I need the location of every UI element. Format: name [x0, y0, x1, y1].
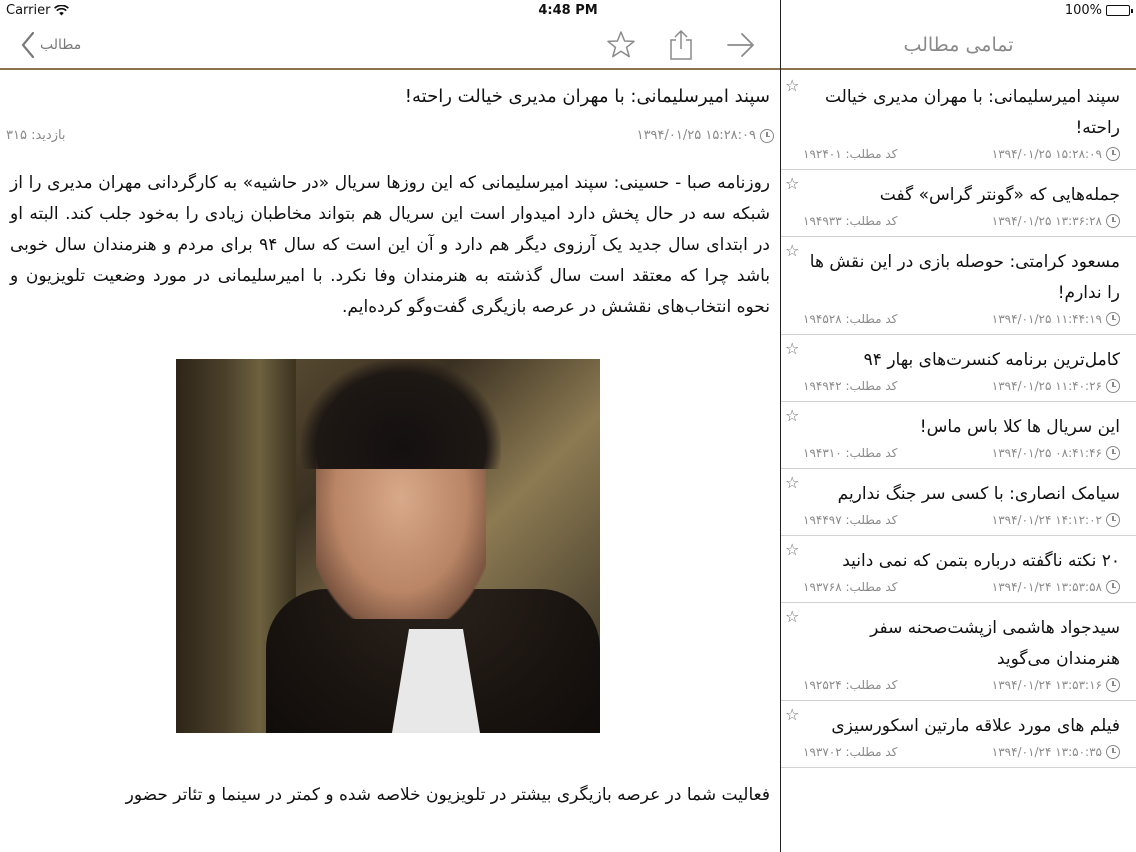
list-item-date-text: ۱۳۹۴/۰۱/۲۴ ۱۳:۵۳:۱۶: [991, 678, 1102, 692]
star-icon[interactable]: ☆: [785, 339, 800, 358]
list-item-date-text: ۱۳۹۴/۰۱/۲۵ ۱۳:۳۶:۲۸: [991, 214, 1102, 228]
star-icon[interactable]: ☆: [785, 607, 800, 626]
list-item-meta: [803, 312, 1120, 326]
list-item-date: [992, 147, 1120, 161]
article-actions: [604, 28, 758, 62]
list-item-date-text: ۱۳۹۴/۰۱/۲۴ ۱۴:۱۲:۰۲: [991, 513, 1102, 527]
back-button[interactable]: [20, 30, 81, 60]
list-item-meta: [803, 446, 1120, 460]
list-item-title: سپند امیرسلیمانی: با مهران مدیری خیالت راحته!: [824, 87, 1120, 138]
list-item-code: کد مطلب: ۱۹۴۵۲۸: [803, 312, 898, 326]
list-item[interactable]: [781, 536, 1136, 603]
list-item-date-text: ۱۳۹۴/۰۱/۲۵ ۱۱:۴۰:۲۶: [991, 379, 1102, 393]
list-item-title: این سریال ها کلا باس ماس!: [919, 417, 1120, 437]
list-item-date: [992, 446, 1120, 460]
clock-icon: [1106, 745, 1120, 759]
back-label: مطالب: [40, 37, 82, 53]
article-date: [637, 128, 774, 143]
share-button[interactable]: [664, 28, 698, 62]
star-icon[interactable]: ☆: [785, 406, 800, 425]
list-item-date-text: ۱۳۹۴/۰۱/۲۵ ۰۸:۴۱:۴۶: [991, 446, 1102, 460]
clock-icon: [1106, 147, 1120, 161]
list-item-meta: [803, 214, 1120, 228]
clock-icon: [1106, 214, 1120, 228]
list-item-date-text: ۱۳۹۴/۰۱/۲۵ ۱۱:۴۴:۱۹: [991, 312, 1102, 326]
article-title: سپند امیرسلیمانی: با مهران مدیری خیالت راحته!: [404, 86, 770, 107]
list-item-code: کد مطلب: ۱۹۳۷۰۲: [803, 745, 898, 759]
list-item-date-text: ۱۳۹۴/۰۱/۲۵ ۱۵:۲۸:۰۹: [991, 147, 1102, 161]
clock-time: 4:48 PM: [538, 3, 598, 18]
list-item-date: [992, 214, 1120, 228]
article-views: بازدید: ۳۱۵: [6, 128, 66, 143]
list-item-code: کد مطلب: ۱۹۲۵۲۴: [803, 678, 898, 692]
star-icon[interactable]: ☆: [785, 76, 800, 95]
list-item-meta: [803, 678, 1120, 692]
clock-icon: [1106, 513, 1120, 527]
clock-icon: [1106, 678, 1120, 692]
star-icon[interactable]: ☆: [785, 540, 800, 559]
star-icon[interactable]: ☆: [785, 705, 800, 724]
list-item-meta: [803, 580, 1120, 594]
star-icon[interactable]: ☆: [785, 241, 800, 260]
list-item-code: کد مطلب: ۱۹۴۴۹۷: [803, 513, 898, 527]
list-item-date-text: ۱۳۹۴/۰۱/۲۴ ۱۳:۵۰:۳۵: [991, 745, 1102, 759]
list-item-title: ۲۰ نکته ناگفته درباره بتمن که نمی دانید: [842, 551, 1120, 571]
list-item[interactable]: [781, 335, 1136, 402]
list-item-title: مسعود کرامتی: حوصله بازی در این نقش ها را ندارم!: [809, 252, 1120, 303]
list-item-date: [992, 580, 1120, 594]
list-item[interactable]: [781, 237, 1136, 335]
list-item-date: [992, 312, 1120, 326]
list-item-title: سیامک انصاری: با کسی سر جنگ نداریم: [837, 484, 1120, 504]
arrow-right-icon: [726, 32, 756, 58]
list-item-meta: [803, 745, 1120, 759]
list-item[interactable]: [781, 469, 1136, 536]
battery-percent: 100%: [1064, 3, 1102, 18]
article-toolbar: [0, 22, 780, 70]
list-item[interactable]: [781, 72, 1136, 170]
list-item-title: کامل‌ترین برنامه کنسرت‌های بهار ۹۴: [863, 350, 1120, 370]
favorite-button[interactable]: [604, 28, 638, 62]
clock-icon: [1106, 379, 1120, 393]
share-icon: [667, 29, 695, 61]
star-icon: [606, 30, 636, 60]
article-body: روزنامه صبا - حسینی: سپند امیرسلیمانی که این روزها سریال «در حاشیه» به کارگردانی مهران مدیری را از شبکه سه در حال پخش دارد امیدوار است این سریال هم بتواند مخاطبان زیادی را به‌خود جلب کند. البته او در ابتدای سال جدید یک آرزوی دیگر هم دارد و آن این است که سال ۹۴ برای مردم و هنرمندان سال خوبی باشد چرا که معتقد است سال گذشته به هنرمندان وفا نکرد. با امیرسلیمانی در مورد وضعیت تلویزیون و نحوه انتخاب‌های نقشش در عرصه بازیگری گفت‌وگو کرده‌ایم.: [10, 173, 770, 317]
list-item-meta: [803, 379, 1120, 393]
carrier-label: Carrier: [6, 3, 51, 18]
chevron-left-icon: [20, 30, 36, 60]
list-item-date: [992, 379, 1120, 393]
list-item-title: فیلم های مورد علاقه مارتین اسکورسیزی: [831, 716, 1120, 736]
article-list-pane: [781, 0, 1136, 852]
list-item-date: [992, 745, 1120, 759]
list-item[interactable]: [781, 701, 1136, 768]
list-item[interactable]: [781, 402, 1136, 469]
article-next-paragraph: فعالیت شما در عرصه بازیگری بیشتر در تلویزیون خلاصه شده و کمتر در سینما و تئاتر حضور: [125, 785, 770, 805]
article-photo[interactable]: [176, 359, 600, 733]
clock-icon: [1106, 312, 1120, 326]
clock-icon: [1106, 446, 1120, 460]
list-item-date-text: ۱۳۹۴/۰۱/۲۴ ۱۳:۵۳:۵۸: [991, 580, 1102, 594]
list-item[interactable]: [781, 170, 1136, 237]
list-item[interactable]: [781, 603, 1136, 701]
list-item-code: کد مطلب: ۱۹۴۹۴۲: [803, 379, 898, 393]
list-item-code: کد مطلب: ۱۹۳۷۶۸: [803, 580, 898, 594]
list-item-title: سیدجواد هاشمی ازپشت‌صحنه سفر هنرمندان می‌گوید: [870, 618, 1120, 669]
star-icon[interactable]: ☆: [785, 473, 800, 492]
list-header: [781, 22, 1136, 70]
list-item-meta: [803, 513, 1120, 527]
list-item-code: کد مطلب: ۱۹۲۴۰۱: [803, 147, 898, 161]
list-title: تمامی مطالب: [903, 34, 1014, 56]
next-article-button[interactable]: [724, 28, 758, 62]
clock-icon: [760, 129, 774, 143]
star-icon[interactable]: ☆: [785, 174, 800, 193]
list-item-meta: [803, 147, 1120, 161]
article-meta: [0, 128, 780, 148]
list-item-date: [992, 513, 1120, 527]
list-item-code: کد مطلب: ۱۹۴۳۱۰: [803, 446, 898, 460]
list-item-code: کد مطلب: ۱۹۴۹۳۳: [803, 214, 898, 228]
clock-icon: [1106, 580, 1120, 594]
article-content: [0, 72, 780, 852]
list-item-date: [992, 678, 1120, 692]
article-list: [781, 72, 1136, 768]
list-item-title: جمله‌هایی که «گونتر گراس» گفت: [879, 185, 1120, 205]
article-date-text: ۱۳۹۴/۰۱/۲۵ ۱۵:۲۸:۰۹: [636, 128, 756, 143]
